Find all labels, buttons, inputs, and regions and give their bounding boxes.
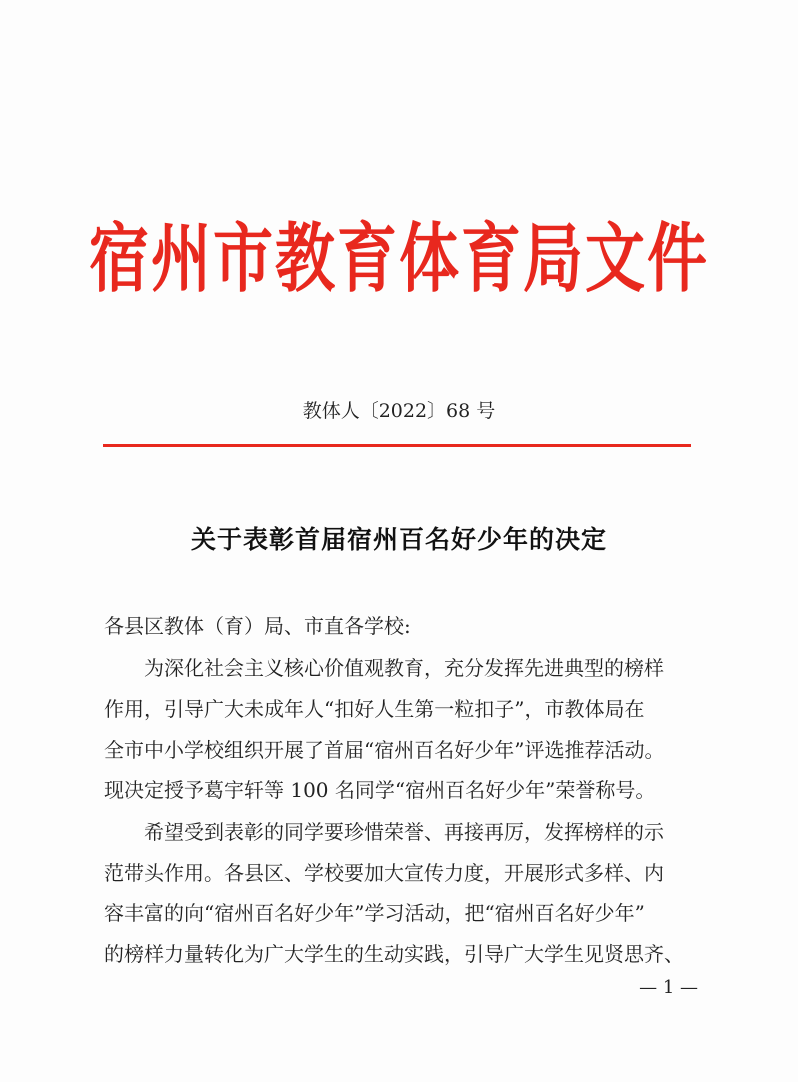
salutation: 各县区教体（育）局、市直各学校: [104, 614, 411, 638]
document-title: 关于表彰首届宿州百名好少年的决定 [190, 525, 607, 554]
document-masthead: 宿州市教育体育局文件 [89, 215, 709, 304]
paragraph-line: 希望受到表彰的同学要珍惜荣誉、再接再厉，发挥榜样的示 [144, 820, 664, 844]
paragraph-line: 作用，引导广大未成年人“扣好人生第一粒扣子”，市教体局在 [104, 697, 645, 721]
paragraph-line: 范带头作用。各县区、学校要加大宣传力度，开展形式多样、内 [104, 861, 664, 885]
document-number: 教体人〔2022〕68 号 [302, 400, 496, 422]
red-divider-line [103, 444, 691, 447]
paragraph-line: 的榜样力量转化为广大学生的生动实践，引导广大学生见贤思齐、 [104, 942, 684, 966]
paragraph-line: 容丰富的向“宿州百名好少年”学习活动，把“宿州百名好少年” [104, 901, 645, 925]
paragraph-line: 为深化社会主义核心价值观教育，充分发挥先进典型的榜样 [144, 656, 664, 680]
paragraph-line: 全市中小学校组织开展了首届“宿州百名好少年”评选推荐活动。 [104, 738, 665, 762]
paragraph-line: 现决定授予葛宇轩等 100 名同学“宿州百名好少年”荣誉称号。 [104, 778, 656, 802]
page-number: — 1 — [639, 977, 698, 998]
